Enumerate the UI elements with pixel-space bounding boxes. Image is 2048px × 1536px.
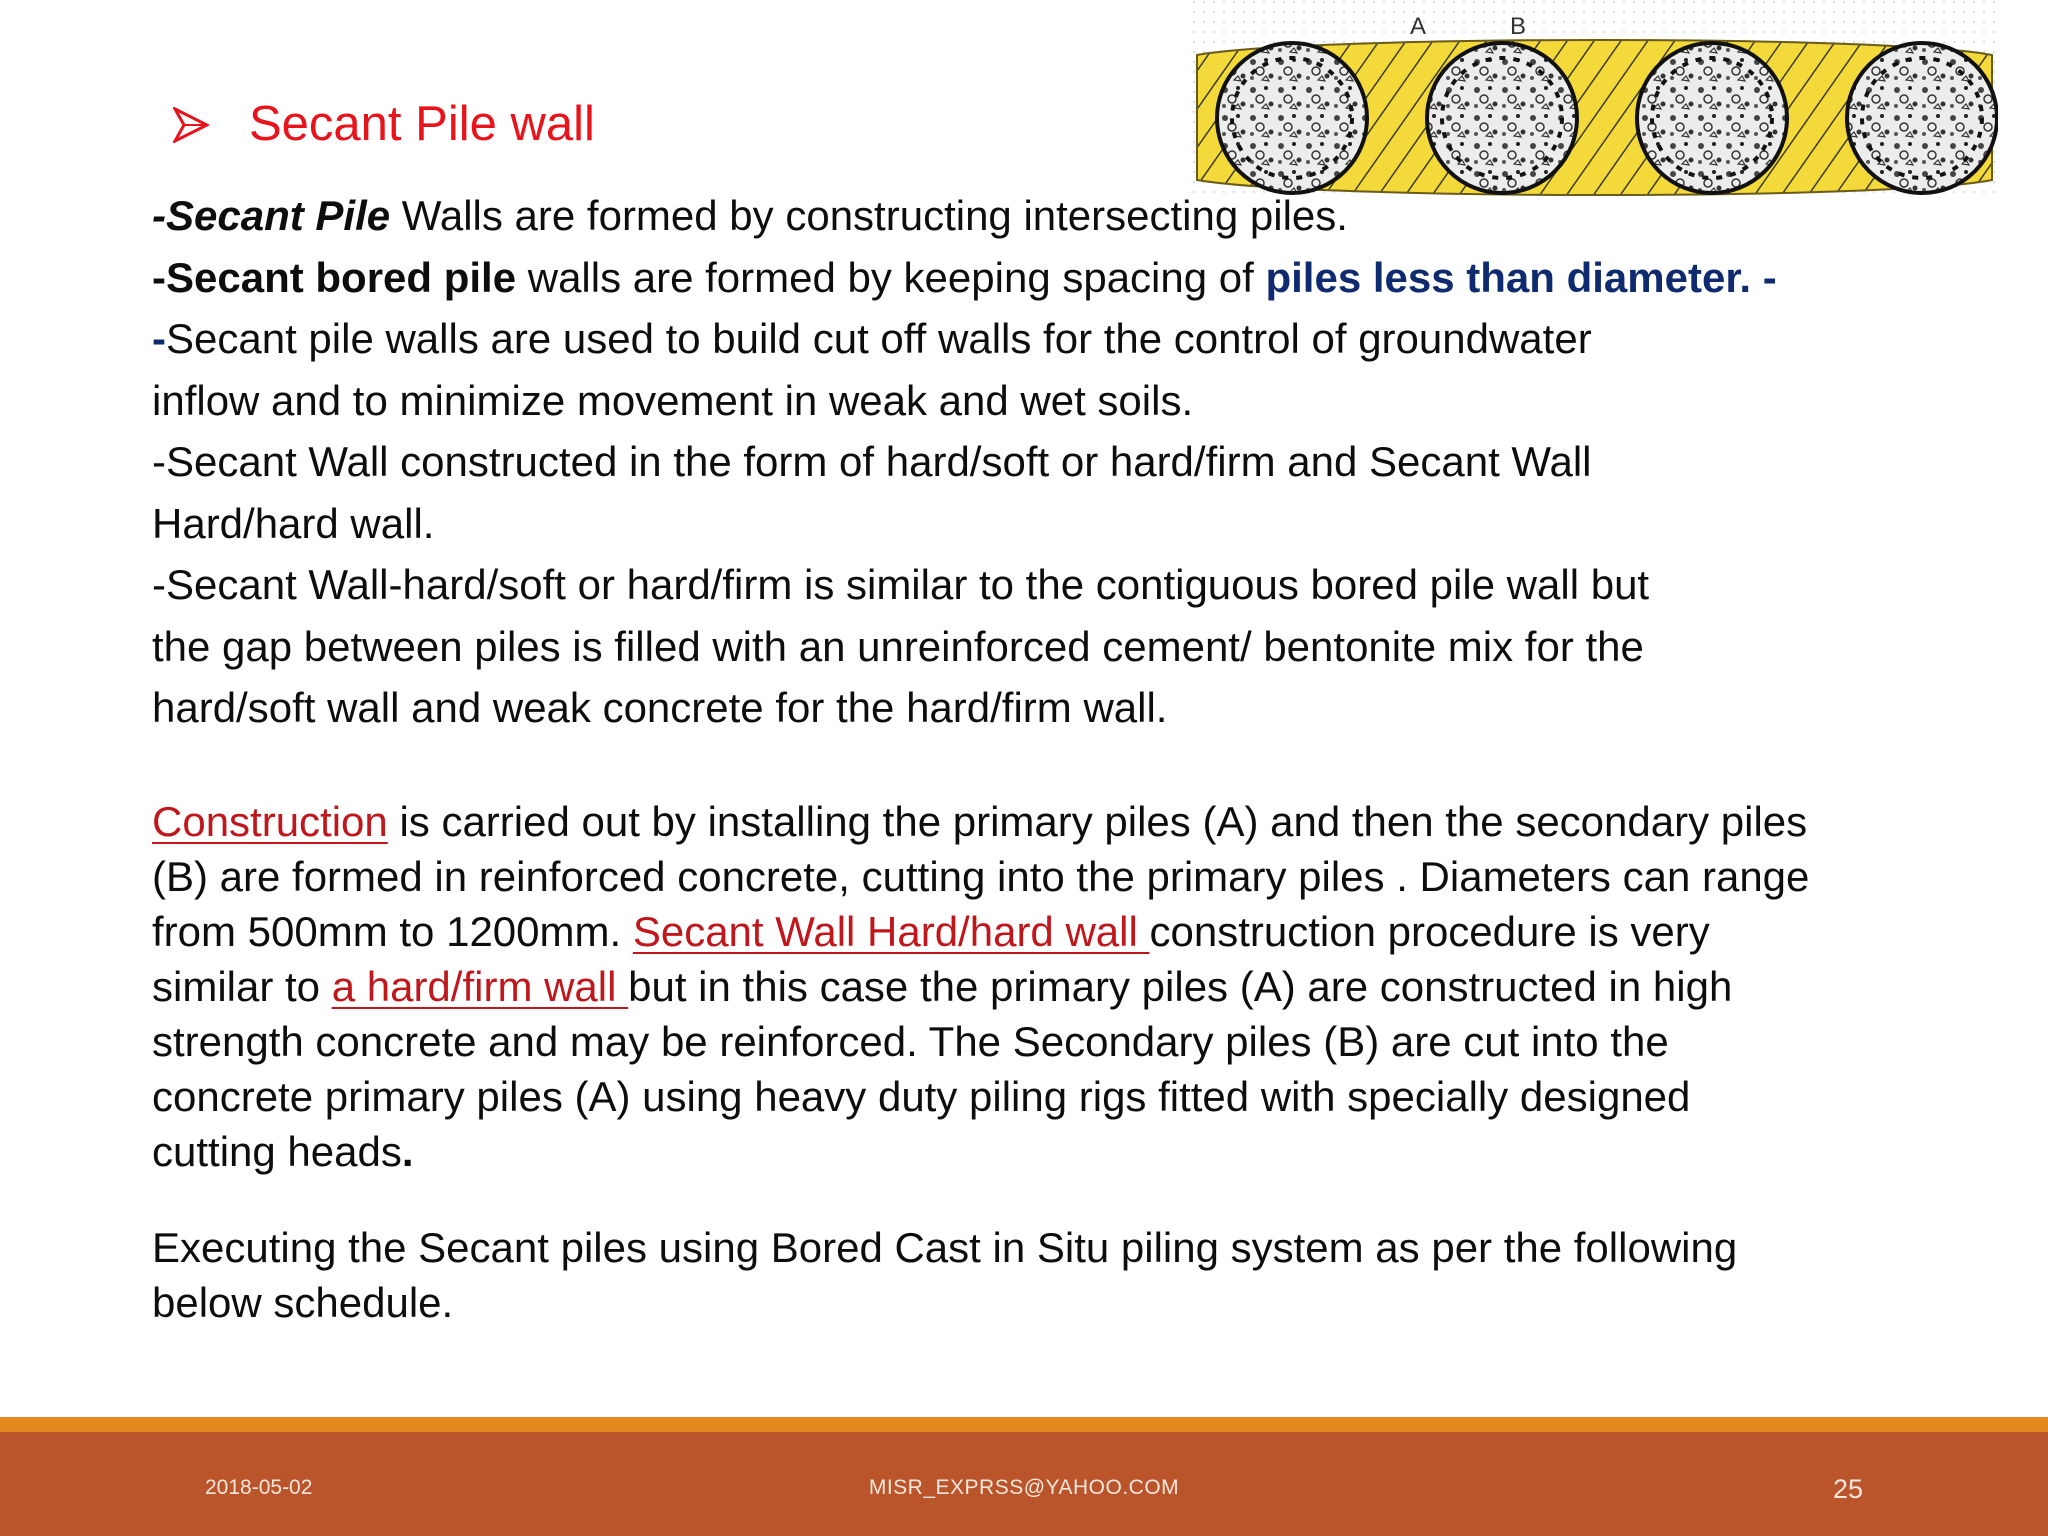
secant-pile-cross-section-icon	[1192, 0, 1998, 200]
emphasis-text: piles less than diameter. -	[1265, 253, 1777, 301]
text-line	[152, 308, 1777, 370]
text-line: concrete primary piles (A) using heavy duty piling rigs fitted with specially designed	[152, 1073, 1691, 1120]
text-line: inflow and to minimize movement in weak and wet soils.	[152, 376, 1194, 424]
text-span: construction procedure is very	[1149, 908, 1710, 955]
text-line	[152, 794, 1809, 849]
footer	[0, 1432, 2048, 1536]
hard-firm-wall-link[interactable]: a hard/firm wall	[331, 963, 629, 1010]
text-span: is carried out by installing the primary piles (A) and then the secondary piles	[387, 798, 1808, 845]
text-line	[152, 247, 1777, 309]
text-line	[152, 904, 1809, 959]
footer-email: MISR_EXPRSS@YAHOO.COM	[868, 1476, 1180, 1499]
arrow-bullet-icon	[173, 107, 209, 143]
emphasis-text: -	[152, 315, 166, 362]
text-line: hard/soft wall and weak concrete for the hard/firm wall.	[152, 684, 1168, 731]
text-line	[152, 185, 1777, 247]
text-span: .	[401, 1128, 414, 1175]
text-line: the gap between piles is filled with an unreinforced cement/ bentonite mix for the	[152, 622, 1644, 670]
hard-hard-wall-link[interactable]: Secant Wall Hard/hard wall	[632, 908, 1150, 955]
text-line: -Secant Wall-hard/soft or hard/firm is similar to the contiguous bored pile wall but	[152, 561, 1650, 608]
definition-paragraph	[152, 185, 1777, 739]
text-line: strength concrete and may be reinforced. The Secondary piles (B) are cut into the	[152, 1018, 1669, 1065]
pile-label-a: A	[1410, 13, 1427, 40]
footer-date: 2018-05-02	[205, 1476, 313, 1499]
text-span: Secant pile walls are used to build cut off walls for the control of groundwater	[166, 315, 1592, 362]
construction-link[interactable]: Construction	[152, 798, 388, 845]
slide-title	[173, 97, 595, 151]
secant-pile-figure	[1192, 0, 1998, 200]
text-span: walls are formed by keeping spacing of	[516, 253, 1266, 301]
text-line	[152, 1124, 1809, 1179]
page-number: 25	[1833, 1474, 1864, 1504]
text-line: Executing the Secant piles using Bored Cast in Situ piling system as per the following	[152, 1224, 1738, 1271]
text-span: similar to	[152, 963, 332, 1010]
text-span: but in this case the primary piles (A) are constructed in high	[628, 963, 1733, 1010]
text-span: from 500mm to 1200mm.	[152, 908, 633, 955]
schedule-paragraph	[152, 1220, 1737, 1330]
text-span: cutting heads	[152, 1128, 402, 1175]
text-line: -Secant Wall constructed in the form of hard/soft or hard/firm and Secant Wall	[152, 438, 1592, 485]
text-span: Walls are formed by constructing intersecting piles.	[390, 192, 1348, 239]
text-line: below schedule.	[152, 1279, 454, 1326]
title-text: Secant Pile wall	[249, 97, 595, 151]
pile-label-b: B	[1510, 13, 1527, 40]
footer-stripe	[0, 1417, 2048, 1432]
construction-paragraph	[152, 794, 1809, 1179]
text-line	[152, 959, 1809, 1014]
bold-term: -Secant bored pile	[152, 253, 517, 301]
text-line: (B) are formed in reinforced concrete, cutting into the primary piles . Diameters can range	[152, 853, 1810, 900]
bold-term: -Secant Pile	[152, 192, 391, 239]
text-line: Hard/hard wall.	[152, 499, 435, 547]
